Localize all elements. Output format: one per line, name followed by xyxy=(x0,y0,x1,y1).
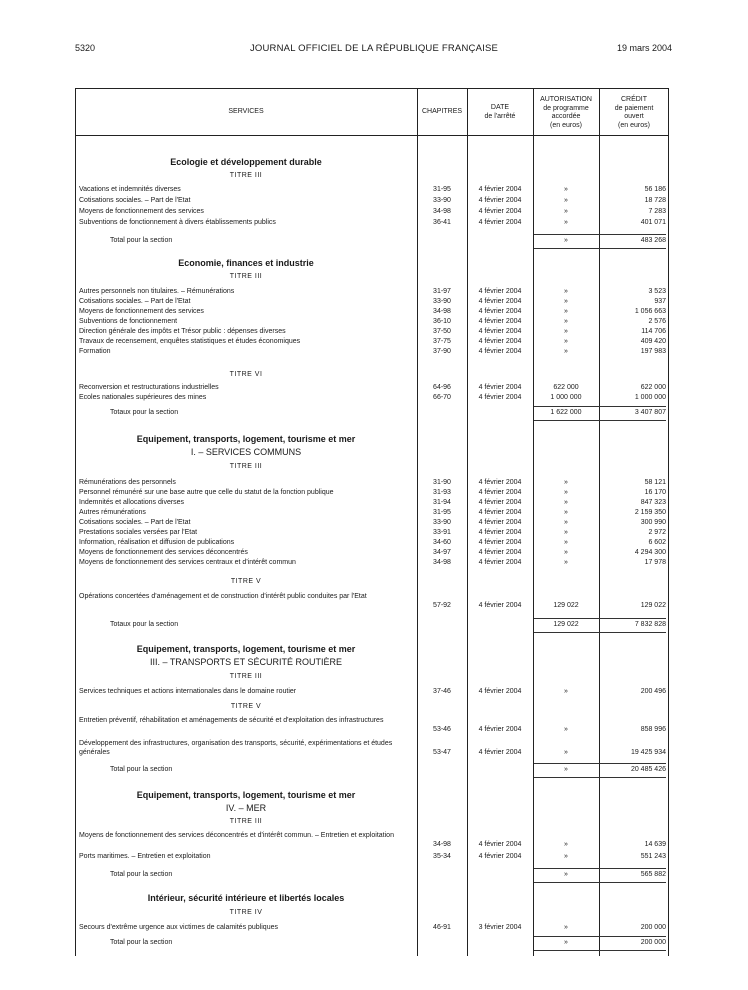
credit-cell: 937 xyxy=(654,298,666,305)
chapitre-cell: 37-50 xyxy=(433,328,451,335)
autorisation-cell: » xyxy=(564,529,568,536)
col-header-date-line: DATE xyxy=(490,104,510,111)
table-row xyxy=(0,218,748,228)
date-cell: 4 février 2004 xyxy=(478,499,522,506)
autorisation-cell: » xyxy=(564,688,568,695)
col-header-date-line: de l'arrêté xyxy=(484,112,516,120)
credit-cell: 56 186 xyxy=(644,186,666,193)
date-cell: 4 février 2004 xyxy=(478,197,522,204)
service-label: Secours d'extrême urgence aux victimes de calamités publiques xyxy=(79,924,278,931)
date-cell: 4 février 2004 xyxy=(478,328,522,335)
chapitre-cell: 31-93 xyxy=(433,489,451,496)
chapitre-cell: 57-92 xyxy=(433,602,451,609)
col-header-credit-line: ouvert xyxy=(624,113,644,120)
service-label: Travaux de recensement, enquêtes statistiques et études économiques xyxy=(79,338,301,345)
service-label: Information, réalisation et diffusion de publications xyxy=(79,539,235,546)
chapitre-cell: 34-98 xyxy=(433,208,451,215)
service-label: Subventions de fonctionnement à divers établissements publics xyxy=(79,219,276,226)
autorisation-cell: » xyxy=(564,489,568,496)
autorisation-cell: » xyxy=(564,539,568,546)
table-row xyxy=(0,383,748,393)
credit-cell: 622 000 xyxy=(640,384,666,391)
date-cell: 4 février 2004 xyxy=(478,539,522,546)
autorisation-cell: » xyxy=(564,328,568,335)
section-title: Equipement, transports, logement, tourisme et mer xyxy=(136,790,356,800)
autorisation-cell: » xyxy=(564,338,568,345)
autorisation-cell: » xyxy=(564,853,568,860)
col-header-autorisation-line: AUTORISATION xyxy=(540,96,592,103)
chapitre-cell: 33-91 xyxy=(433,529,451,536)
service-label: Personnel rémunéré sur une base autre que celle du statut de la fonction publique xyxy=(79,489,334,496)
section-title: Intérieur, sécurité intérieure et libertés locales xyxy=(147,893,345,903)
credit-cell: 129 022 xyxy=(640,602,666,609)
autorisation-cell: » xyxy=(564,348,568,355)
credit-cell: 300 990 xyxy=(640,519,666,526)
credit-cell: 2 576 xyxy=(648,318,666,325)
table-row xyxy=(0,297,748,307)
table-row xyxy=(0,538,748,548)
credit-cell: 17 978 xyxy=(644,559,666,566)
autorisation-cell: » xyxy=(564,841,568,848)
table-row xyxy=(0,548,748,558)
credit-cell: 18 728 xyxy=(644,197,666,204)
service-label: Moyens de fonctionnement des services xyxy=(79,308,204,315)
chapitre-cell: 53-46 xyxy=(433,726,451,733)
autorisation-cell: » xyxy=(564,559,568,566)
date-cell: 4 février 2004 xyxy=(478,308,522,315)
total-autorisation: 129 022 xyxy=(553,621,579,628)
col-header-chapitres: CHAPITRES xyxy=(421,108,463,115)
table-row xyxy=(0,196,748,206)
autorisation-cell: » xyxy=(564,318,568,325)
total-autorisation: » xyxy=(564,237,568,244)
credit-cell: 3 523 xyxy=(648,288,666,295)
total-label: Total pour la section xyxy=(110,237,173,244)
service-label: Moyens de fonctionnement des services xyxy=(79,208,204,215)
table-row xyxy=(0,498,748,508)
total-credit: 3 407 807 xyxy=(634,409,666,416)
table-row xyxy=(0,307,748,317)
service-label: Prestations sociales versées par l'Etat xyxy=(79,529,198,536)
col-header-autorisation xyxy=(533,96,599,130)
date-cell: 4 février 2004 xyxy=(478,318,522,325)
table-row xyxy=(0,687,748,697)
chapitre-cell: 53-47 xyxy=(433,749,451,756)
autorisation-cell: » xyxy=(564,726,568,733)
total-credit: 565 882 xyxy=(640,871,666,878)
service-label: Cotisations sociales. – Part de l'Etat xyxy=(79,298,191,305)
total-rule xyxy=(534,777,666,778)
autorisation-cell: 622 000 xyxy=(553,384,579,391)
autorisation-cell: » xyxy=(564,479,568,486)
service-label: Services techniques et actions internationales dans le domaine routier xyxy=(79,688,297,695)
total-label: Totaux pour la section xyxy=(110,409,179,416)
credit-cell: 16 170 xyxy=(644,489,666,496)
autorisation-cell: » xyxy=(564,197,568,204)
table-row xyxy=(0,393,748,403)
total-label: Total pour la section xyxy=(110,939,173,946)
date-cell: 4 février 2004 xyxy=(478,549,522,556)
total-rule xyxy=(534,406,666,407)
service-label: Ports maritimes. – Entretien et exploitation xyxy=(79,853,211,860)
date-cell: 4 février 2004 xyxy=(478,602,522,609)
date-cell: 4 février 2004 xyxy=(478,853,522,860)
chapitre-cell: 34-98 xyxy=(433,841,451,848)
total-credit: 200 000 xyxy=(640,939,666,946)
titre-label: TITRE IV xyxy=(229,909,263,916)
chapitre-cell: 35-34 xyxy=(433,853,451,860)
autorisation-cell: » xyxy=(564,308,568,315)
titre-label: TITRE III xyxy=(229,818,263,825)
table-row xyxy=(0,347,748,357)
total-autorisation: 1 622 000 xyxy=(550,409,582,416)
credit-cell: 6 602 xyxy=(648,539,666,546)
table-row xyxy=(0,488,748,498)
autorisation-cell: » xyxy=(564,549,568,556)
total-autorisation: » xyxy=(564,766,568,773)
table-row xyxy=(0,740,748,760)
col-header-credit-line: (en euros) xyxy=(618,121,650,129)
date-cell: 4 février 2004 xyxy=(478,529,522,536)
credit-cell: 200 496 xyxy=(640,688,666,695)
chapitre-cell: 31-95 xyxy=(433,186,451,193)
total-label: Totaux pour la section xyxy=(110,621,179,628)
section-title: Equipement, transports, logement, tourisme et mer xyxy=(136,644,356,654)
autorisation-cell: » xyxy=(564,499,568,506)
credit-cell: 200 000 xyxy=(640,924,666,931)
service-label: Rémunérations des personnels xyxy=(79,479,176,486)
credit-cell: 4 294 300 xyxy=(634,549,666,556)
service-label: Autres personnels non titulaires. – Rémunérations xyxy=(79,288,235,295)
section-subtitle: IV. – MER xyxy=(225,803,267,813)
service-label: Direction générale des impôts et Trésor public : dépenses diverses xyxy=(79,328,286,335)
table-row xyxy=(0,287,748,297)
total-credit: 483 268 xyxy=(640,237,666,244)
col-header-services: SERVICES xyxy=(228,108,264,115)
journal-title: JOURNAL OFFICIEL DE LA RÉPUBLIQUE FRANÇAISE xyxy=(249,43,499,54)
chapitre-cell: 37-46 xyxy=(433,688,451,695)
date-cell: 4 février 2004 xyxy=(478,489,522,496)
total-label: Total pour la section xyxy=(110,871,173,878)
credit-cell: 2 972 xyxy=(648,529,666,536)
total-rule xyxy=(534,868,666,869)
titre-label: TITRE III xyxy=(229,673,263,680)
chapitre-cell: 64-96 xyxy=(433,384,451,391)
total-credit: 20 485 426 xyxy=(630,766,666,773)
date-cell: 4 février 2004 xyxy=(478,841,522,848)
service-label: Moyens de fonctionnement des services centraux et d'intérêt commun xyxy=(79,559,296,566)
chapitre-cell: 34-98 xyxy=(433,559,451,566)
date-cell: 4 février 2004 xyxy=(478,288,522,295)
chapitre-cell: 37-90 xyxy=(433,348,451,355)
titre-label: TITRE III xyxy=(229,172,263,179)
date-cell: 4 février 2004 xyxy=(478,749,522,756)
autorisation-cell: » xyxy=(564,219,568,226)
page-number: 5320 xyxy=(75,43,96,53)
chapitre-cell: 36-10 xyxy=(433,318,451,325)
chapitre-cell: 34-98 xyxy=(433,308,451,315)
date-cell: 4 février 2004 xyxy=(478,186,522,193)
date-cell: 3 février 2004 xyxy=(478,924,522,931)
col-header-credit-line: de paiement xyxy=(614,104,654,112)
credit-cell: 847 323 xyxy=(640,499,666,506)
date-cell: 4 février 2004 xyxy=(478,208,522,215)
chapitre-cell: 31-90 xyxy=(433,479,451,486)
service-label: Ecoles nationales supérieures des mines xyxy=(79,394,207,401)
total-rule xyxy=(534,950,666,951)
date-cell: 4 février 2004 xyxy=(478,298,522,305)
table-row xyxy=(0,518,748,528)
credit-cell: 858 996 xyxy=(640,726,666,733)
service-label: Cotisations sociales. – Part de l'Etat xyxy=(79,519,191,526)
table-row xyxy=(0,478,748,488)
total-autorisation: » xyxy=(564,939,568,946)
credit-cell: 401 071 xyxy=(640,219,666,226)
date-cell: 4 février 2004 xyxy=(478,348,522,355)
page-date: 19 mars 2004 xyxy=(616,43,672,53)
col-header-credit-line: CRÉDIT xyxy=(620,96,648,103)
date-cell: 4 février 2004 xyxy=(478,559,522,566)
section-subtitle: I. – SERVICES COMMUNS xyxy=(190,447,302,457)
date-cell: 4 février 2004 xyxy=(478,519,522,526)
credit-cell: 551 243 xyxy=(640,853,666,860)
total-rule xyxy=(534,618,666,619)
credit-cell: 19 425 934 xyxy=(630,749,666,756)
table-row xyxy=(0,337,748,347)
table-row xyxy=(0,185,748,195)
service-label: Moyens de fonctionnement des services déconcentrés xyxy=(79,549,248,556)
credit-cell: 14 639 xyxy=(644,841,666,848)
date-cell: 4 février 2004 xyxy=(478,479,522,486)
total-rule xyxy=(534,763,666,764)
titre-label: TITRE III xyxy=(229,273,263,280)
section-title: Ecologie et développement durable xyxy=(170,157,322,167)
col-header-autorisation-line: (en euros) xyxy=(550,121,582,129)
total-credit: 7 832 828 xyxy=(634,621,666,628)
service-label: Indemnités et allocations diverses xyxy=(79,499,185,506)
date-cell: 4 février 2004 xyxy=(478,338,522,345)
service-label: Moyens de fonctionnement des services déconcentrés et d'intérêt commun. – Entretien et exploitation xyxy=(79,832,394,839)
total-rule xyxy=(534,936,666,937)
credit-cell: 197 983 xyxy=(640,348,666,355)
service-label: Autres rémunérations xyxy=(79,509,146,516)
table-row xyxy=(0,593,748,613)
autorisation-cell: » xyxy=(564,509,568,516)
table-row xyxy=(0,508,748,518)
chapitre-cell: 37-75 xyxy=(433,338,451,345)
service-label: Opérations concertées d'aménagement et de construction d'intérêt public conduites par l'Etat xyxy=(79,593,367,600)
date-cell: 4 février 2004 xyxy=(478,688,522,695)
service-label: Vacations et indemnités diverses xyxy=(79,186,181,193)
chapitre-cell: 31-97 xyxy=(433,288,451,295)
credit-cell: 2 159 350 xyxy=(634,509,666,516)
autorisation-cell: » xyxy=(564,749,568,756)
service-label: Développement des infrastructures, organisation des transports, sécurité, expérimentations et études générales xyxy=(79,740,393,756)
total-rule xyxy=(534,632,666,633)
service-label: Entretien préventif, réhabilitation et aménagements de sécurité et d'exploitation des infrastructures xyxy=(79,717,384,724)
credit-cell: 114 706 xyxy=(641,328,666,335)
chapitre-cell: 46-91 xyxy=(433,924,451,931)
chapitre-cell: 31-94 xyxy=(433,499,451,506)
service-label: Reconversion et restructurations industrielles xyxy=(79,384,219,391)
col-header-date xyxy=(467,104,533,121)
autorisation-cell: » xyxy=(564,298,568,305)
col-header-autorisation-line: de programme xyxy=(543,104,589,112)
chapitre-cell: 34-97 xyxy=(433,549,451,556)
credit-cell: 1 000 000 xyxy=(634,394,666,401)
date-cell: 4 février 2004 xyxy=(478,219,522,226)
table-row xyxy=(0,317,748,327)
total-rule xyxy=(534,234,666,235)
service-label: Subventions de fonctionnement xyxy=(79,318,178,325)
table-row xyxy=(0,327,748,337)
total-label: Total pour la section xyxy=(110,766,173,773)
autorisation-cell: 129 022 xyxy=(553,602,579,609)
total-rule xyxy=(534,420,666,421)
autorisation-cell: » xyxy=(564,186,568,193)
chapitre-cell: 34-60 xyxy=(433,539,451,546)
titre-label: TITRE III xyxy=(229,463,263,470)
titre-label: TITRE VI xyxy=(229,371,263,378)
header-rule xyxy=(75,135,669,136)
table-row xyxy=(0,923,748,933)
credit-cell: 409 420 xyxy=(640,338,666,345)
service-label: Cotisations sociales. – Part de l'Etat xyxy=(79,197,191,204)
total-rule xyxy=(534,248,666,249)
chapitre-cell: 33-90 xyxy=(433,197,451,204)
table-row xyxy=(0,528,748,538)
titre-label: TITRE V xyxy=(230,578,262,585)
autorisation-cell: » xyxy=(564,208,568,215)
date-cell: 4 février 2004 xyxy=(478,509,522,516)
date-cell: 4 février 2004 xyxy=(478,384,522,391)
date-cell: 4 février 2004 xyxy=(478,726,522,733)
col-header-autorisation-line: accordée xyxy=(551,113,581,120)
total-rule xyxy=(534,882,666,883)
autorisation-cell: » xyxy=(564,924,568,931)
service-label: Formation xyxy=(79,348,111,355)
titre-label: TITRE V xyxy=(230,703,262,710)
autorisation-cell: » xyxy=(564,519,568,526)
section-subtitle: III. – TRANSPORTS ET SÉCURITÉ ROUTIÈRE xyxy=(149,657,343,667)
section-title: Equipement, transports, logement, tourisme et mer xyxy=(136,434,356,444)
chapitre-cell: 66-70 xyxy=(433,394,451,401)
table-row xyxy=(0,558,748,568)
credit-cell: 58 121 xyxy=(644,479,666,486)
table-row xyxy=(0,852,748,862)
chapitre-cell: 31-95 xyxy=(433,509,451,516)
credit-cell: 1 056 663 xyxy=(634,308,666,315)
credit-cell: 7 283 xyxy=(648,208,666,215)
autorisation-cell: 1 000 000 xyxy=(550,394,582,401)
chapitre-cell: 33-90 xyxy=(433,298,451,305)
chapitre-cell: 36-41 xyxy=(433,219,451,226)
table-row xyxy=(0,717,748,737)
date-cell: 4 février 2004 xyxy=(478,394,522,401)
autorisation-cell: » xyxy=(564,288,568,295)
total-autorisation: » xyxy=(564,871,568,878)
table-row xyxy=(0,207,748,217)
chapitre-cell: 33-90 xyxy=(433,519,451,526)
table-row xyxy=(0,832,748,852)
section-title: Economie, finances et industrie xyxy=(178,258,314,268)
col-header-credit xyxy=(599,96,669,130)
